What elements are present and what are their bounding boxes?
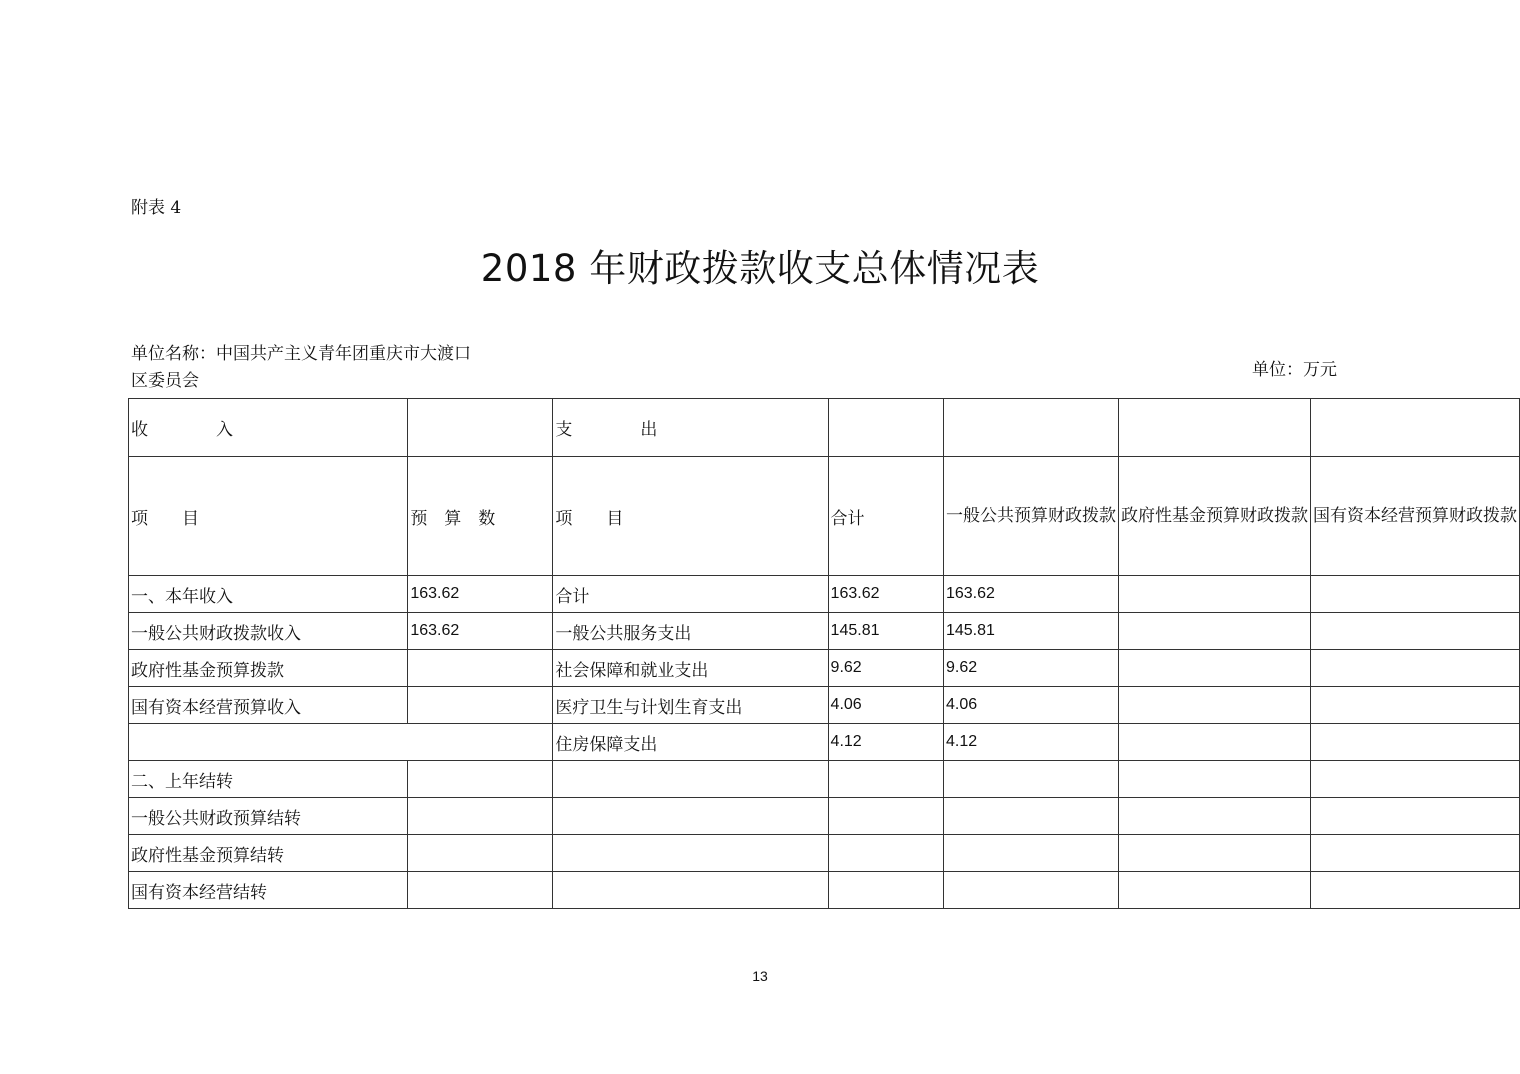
- header-income-item: 项 目: [129, 457, 408, 576]
- expense-total: 4.12: [828, 724, 943, 761]
- expense-general: [943, 761, 1118, 798]
- expense-item: 医疗卫生与计划生育支出: [553, 687, 828, 724]
- expense-state: [1310, 650, 1519, 687]
- appendix-label: 附表 4: [131, 198, 182, 218]
- header-income: 收 入: [129, 399, 408, 457]
- header-blank-cell: [943, 399, 1118, 457]
- income-value: [408, 872, 553, 909]
- expense-item: [553, 872, 828, 909]
- header-blank-cell: [408, 399, 553, 457]
- income-value: [408, 761, 553, 798]
- expense-general: [943, 835, 1118, 872]
- table-row: [129, 724, 1520, 761]
- budget-table: [128, 398, 1520, 909]
- expense-state: [1310, 613, 1519, 650]
- expense-total: [828, 798, 943, 835]
- expense-fund: [1118, 687, 1310, 724]
- income-item: 二、上年结转: [129, 761, 408, 798]
- table-row: [129, 872, 1520, 909]
- expense-fund: [1118, 650, 1310, 687]
- income-merged-blank: [129, 724, 553, 761]
- income-value: 163.62: [408, 613, 553, 650]
- income-item: 国有资本经营结转: [129, 872, 408, 909]
- expense-general: 4.06: [943, 687, 1118, 724]
- expense-fund: [1118, 724, 1310, 761]
- expense-fund: [1118, 798, 1310, 835]
- header-blank-cell: [1118, 399, 1310, 457]
- expense-total: 9.62: [828, 650, 943, 687]
- expense-total: [828, 761, 943, 798]
- header-expense: 支 出: [553, 399, 828, 457]
- income-item: 国有资本经营预算收入: [129, 687, 408, 724]
- table-row: [129, 576, 1520, 613]
- expense-fund: [1118, 613, 1310, 650]
- expense-general: [943, 872, 1118, 909]
- expense-total: 4.06: [828, 687, 943, 724]
- expense-state: [1310, 724, 1519, 761]
- income-item: 政府性基金预算拨款: [129, 650, 408, 687]
- expense-item: [553, 835, 828, 872]
- page-title: 2018 年财政拨款收支总体情况表: [480, 247, 1040, 290]
- income-value: [408, 650, 553, 687]
- header-blank-cell: [1310, 399, 1519, 457]
- income-item: 一、本年收入: [129, 576, 408, 613]
- expense-state: [1310, 576, 1519, 613]
- income-value: [408, 835, 553, 872]
- header-blank-cell: [828, 399, 943, 457]
- header-fund-budget: 政府性基金预算财政拨款: [1118, 457, 1310, 576]
- expense-state: [1310, 761, 1519, 798]
- income-item: 一般公共财政拨款收入: [129, 613, 408, 650]
- unit-name: 单位名称：中国共产主义青年团重庆市大渡口区委员会: [131, 344, 471, 391]
- header-expense-item: 项 目: [553, 457, 828, 576]
- table-row: [129, 798, 1520, 835]
- header-general-budget: 一般公共预算财政拨款: [943, 457, 1118, 576]
- page-number: 13: [752, 968, 768, 984]
- header-state-capital: 国有资本经营预算财政拨款: [1310, 457, 1519, 576]
- header-total: 合计: [828, 457, 943, 576]
- unit-label: 单位：万元: [1252, 360, 1337, 380]
- expense-fund: [1118, 761, 1310, 798]
- expense-item: 合计: [553, 576, 828, 613]
- expense-total: [828, 872, 943, 909]
- expense-general: [943, 798, 1118, 835]
- expense-item: 社会保障和就业支出: [553, 650, 828, 687]
- expense-state: [1310, 798, 1519, 835]
- expense-state: [1310, 687, 1519, 724]
- header-budget: 预 算 数: [408, 457, 553, 576]
- expense-general: 4.12: [943, 724, 1118, 761]
- expense-general: 145.81: [943, 613, 1118, 650]
- expense-fund: [1118, 872, 1310, 909]
- expense-state: [1310, 872, 1519, 909]
- expense-item: 一般公共服务支出: [553, 613, 828, 650]
- expense-fund: [1118, 576, 1310, 613]
- expense-general: 9.62: [943, 650, 1118, 687]
- income-value: [408, 687, 553, 724]
- income-item: 一般公共财政预算结转: [129, 798, 408, 835]
- expense-item: [553, 798, 828, 835]
- header-row-columns: [129, 457, 1520, 576]
- table-row: [129, 613, 1520, 650]
- expense-total: 163.62: [828, 576, 943, 613]
- table-row: [129, 761, 1520, 798]
- income-value: [408, 798, 553, 835]
- expense-general: 163.62: [943, 576, 1118, 613]
- header-row-top: [129, 399, 1520, 457]
- income-item: 政府性基金预算结转: [129, 835, 408, 872]
- table-row: [129, 687, 1520, 724]
- expense-item: 住房保障支出: [553, 724, 828, 761]
- expense-state: [1310, 835, 1519, 872]
- expense-total: [828, 835, 943, 872]
- expense-total: 145.81: [828, 613, 943, 650]
- table-row: [129, 650, 1520, 687]
- table-row: [129, 835, 1520, 872]
- income-value: 163.62: [408, 576, 553, 613]
- expense-item: [553, 761, 828, 798]
- expense-fund: [1118, 835, 1310, 872]
